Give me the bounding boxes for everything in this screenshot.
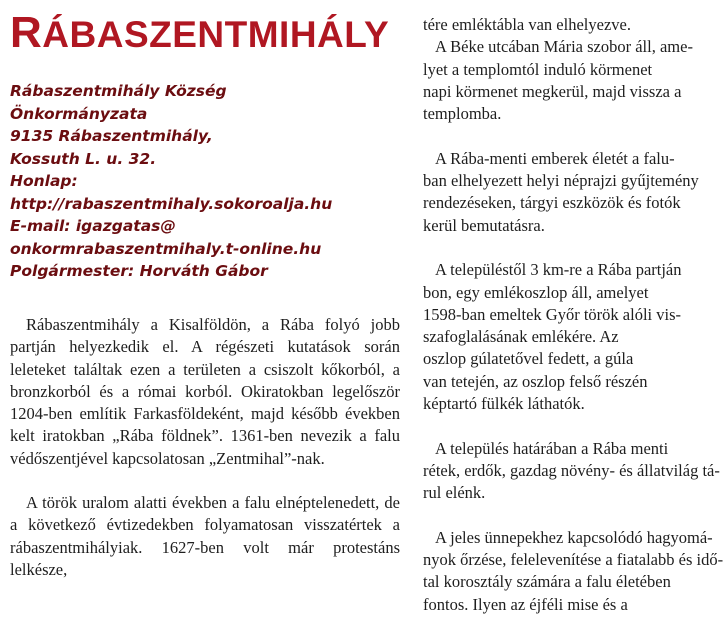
contact-line: Kossuth L. u. 32. — [10, 149, 157, 168]
website-link[interactable]: http://rabaszentmihaly.sokoroalja.hu — [10, 194, 333, 213]
text-line: fontos. Ilyen az éjféli mise és a — [423, 594, 628, 614]
title-initial: R — [10, 8, 43, 57]
contact-line: Honlap: — [10, 172, 78, 190]
text-line: A Béke utcában Mária szobor áll, ame- — [435, 37, 693, 57]
mayor-line: Polgármester: Horváth Gábor — [10, 262, 268, 280]
text-line: ban elhelyezett helyi néprajzi gyűjtemény — [423, 171, 699, 191]
paragraph: Rábaszentmihály a Kisalföldön, a Rába folyó jobb partján helyezkedik el. A régészeti kutatások során leleteket találtak ezen a területen a csiszolt kőkorból, a bronzkorból és a római korból. Okiratokban legelőször 1204-ben említik Farkasföldeként, majd később években kelt iratokban „Rába földnek”. 1361-ben nevezik a falu védőszentjével kapcsolatosan „Zentmihal”-nak. — [10, 315, 400, 468]
paragraph-gap — [423, 505, 683, 527]
paragraph-gap — [423, 415, 683, 437]
text-line: szafoglalásának emlékére. Az — [423, 327, 619, 347]
contact-line: E-mail: igazgatas@ — [10, 217, 176, 235]
text-line: lyet a templomtól induló körmenet — [423, 59, 653, 79]
text-line: tal korosztály számára a falu életében — [423, 572, 671, 592]
text-line: rul elénk. — [423, 483, 486, 503]
text-line: képtartó fülkék láthatók. — [423, 394, 585, 414]
text-line: napi körmenet megkerül, majd vissza a — [423, 81, 682, 101]
text-line: oszlop gúlatetővel fedett, a gúla — [423, 349, 634, 369]
contact-line: Rábaszentmihály Község — [10, 82, 227, 100]
text-line: rétek, erdők, gazdag növény- és állatvilág tá- — [423, 460, 720, 480]
paragraph-gap — [423, 125, 683, 147]
text-line: A jeles ünnepekhez kapcsolódó hagyomá- — [435, 527, 713, 547]
text-line: templomba. — [423, 104, 502, 124]
text-line: kerül bemutatásra. — [423, 215, 545, 235]
paragraph: A török uralom alatti években a falu elnéptelenedett, de a következő évtizedekben folyamatosan visszatértek a rábaszentmihályiak. 1627-ben volt már protestáns lelkésze, — [10, 493, 400, 579]
text-line: van tetején, az oszlop felső részén — [423, 371, 648, 391]
right-column — [423, 14, 723, 616]
text-line: tére emléktábla van elhelyezve. — [423, 15, 631, 34]
email-link[interactable]: onkormrabaszentmihaly.t-online.hu — [10, 239, 322, 258]
text-line: nyok őrzése, felelevenítése a fiatalabb és idő- — [423, 550, 723, 570]
text-line: bon, egy emlékoszlop áll, amelyet — [423, 282, 649, 302]
text-line: A település határában a Rába menti — [435, 438, 669, 458]
paragraph-gap — [423, 237, 683, 259]
title-rest: ÁBASZENTMIHÁLY — [42, 14, 390, 55]
text-line: A Rába-menti emberek életét a falu- — [435, 148, 675, 168]
contact-block — [10, 80, 332, 283]
left-column — [10, 314, 400, 603]
text-line: 1598-ban emeltek Győr török alóli vis- — [423, 304, 681, 324]
text-line: A településtől 3 km-re a Rába partján — [435, 260, 682, 280]
text-line: rendezéseken, tárgyi eszközök és fotók — [423, 193, 681, 213]
page-title — [10, 10, 389, 58]
contact-line: 9135 Rábaszentmihály, — [10, 127, 213, 145]
contact-line: Önkormányzata — [10, 104, 148, 123]
